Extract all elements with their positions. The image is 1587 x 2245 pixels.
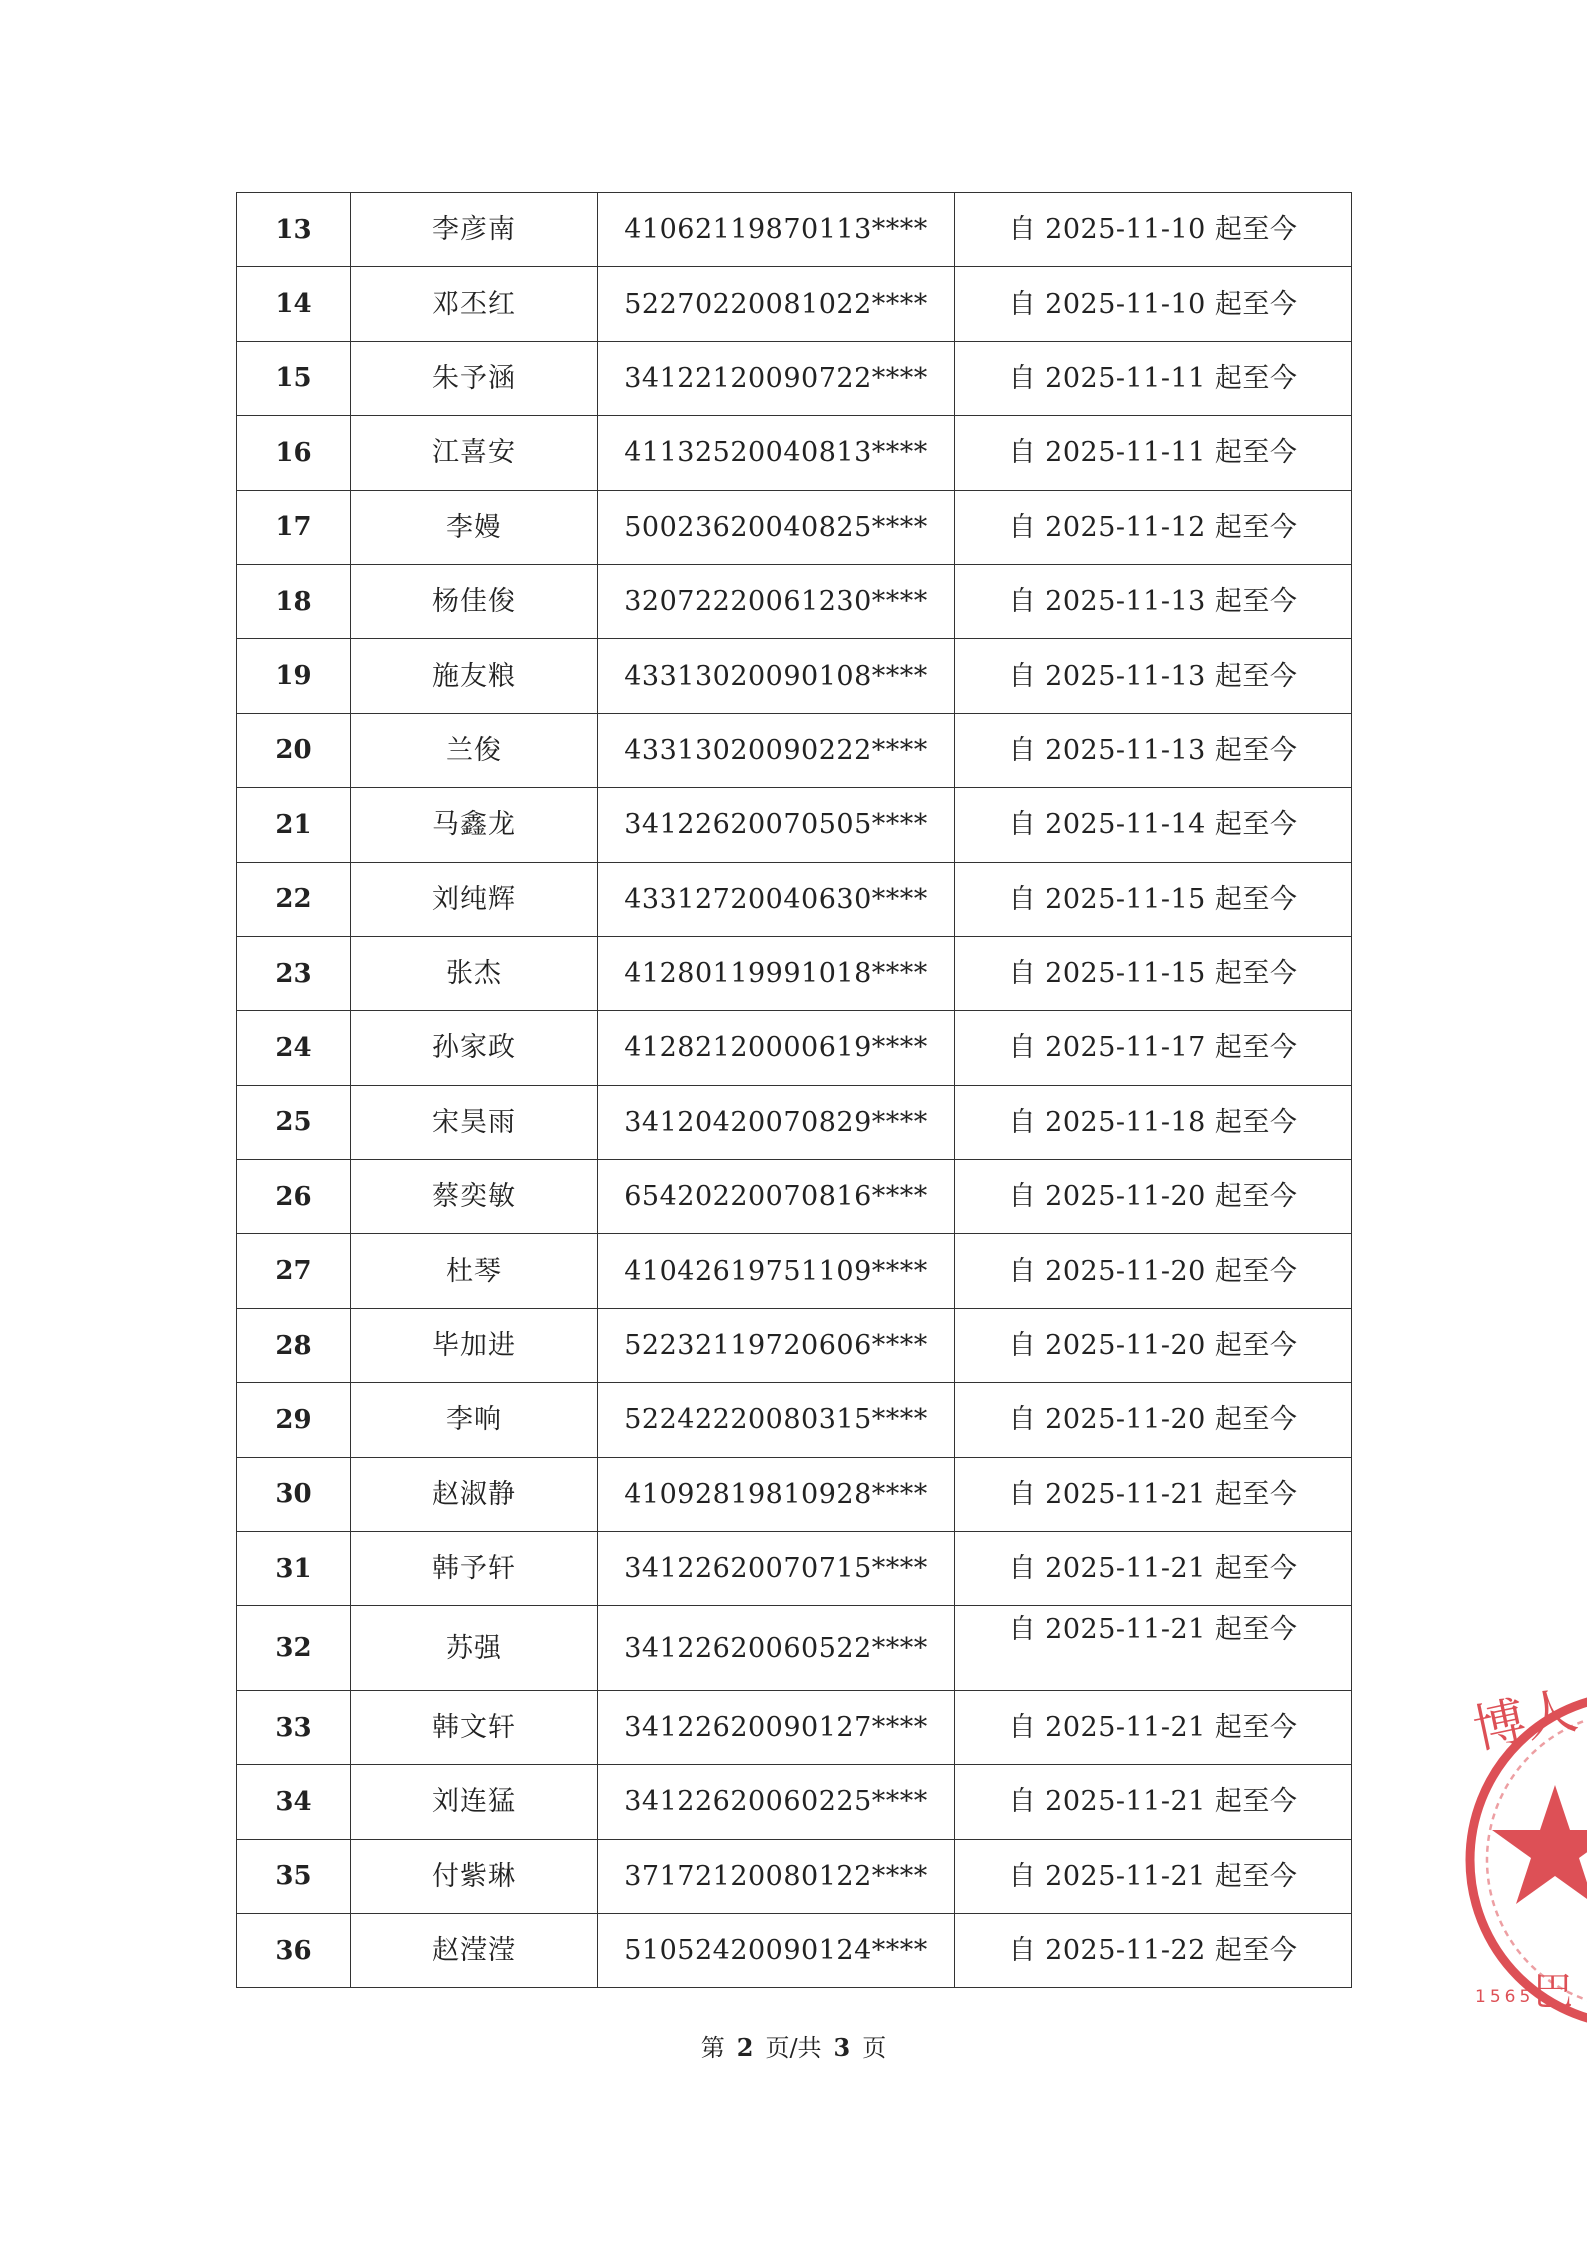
- row-period: 自 2025-11-11 起至今: [955, 341, 1352, 415]
- row-period: 自 2025-11-22 起至今: [955, 1913, 1352, 1987]
- table-row: [237, 1160, 1352, 1234]
- row-name: 赵淑静: [351, 1457, 598, 1531]
- footer-prefix: 第: [700, 2034, 725, 2062]
- row-id-number: 34120420070829****: [598, 1085, 955, 1159]
- row-period: 自 2025-11-14 起至今: [955, 788, 1352, 862]
- table-row: [237, 1839, 1352, 1913]
- row-id-number: 41280119991018****: [598, 936, 955, 1010]
- table-row: [237, 416, 1352, 490]
- row-period: 自 2025-11-11 起至今: [955, 416, 1352, 490]
- row-number: 15: [237, 341, 351, 415]
- row-name: 江喜安: [351, 416, 598, 490]
- footer-total-pages: 3: [833, 2033, 851, 2062]
- table-row: [237, 1011, 1352, 1085]
- row-number: 16: [237, 416, 351, 490]
- row-period: 自 2025-11-13 起至今: [955, 564, 1352, 638]
- row-id-number: 41282120000619****: [598, 1011, 955, 1085]
- row-period: 自 2025-11-21 起至今: [955, 1765, 1352, 1839]
- row-id-number: 34122620060522****: [598, 1606, 955, 1690]
- page-footer: [0, 2028, 1587, 2063]
- row-period: 自 2025-11-21 起至今: [955, 1532, 1352, 1606]
- row-name: 朱予涵: [351, 341, 598, 415]
- row-id-number: 34122620070715****: [598, 1532, 955, 1606]
- table-row: [237, 1234, 1352, 1308]
- row-name: 孙家政: [351, 1011, 598, 1085]
- table-row: [237, 1690, 1352, 1764]
- row-period: 自 2025-11-20 起至今: [955, 1160, 1352, 1234]
- table-row: [237, 1532, 1352, 1606]
- table-row: [237, 267, 1352, 341]
- table-row: [237, 490, 1352, 564]
- row-name: 施友粮: [351, 639, 598, 713]
- row-period: 自 2025-11-13 起至今: [955, 639, 1352, 713]
- row-id-number: 34122620060225****: [598, 1765, 955, 1839]
- table-row: [237, 1308, 1352, 1382]
- row-number: 23: [237, 936, 351, 1010]
- table-row: [237, 713, 1352, 787]
- row-number: 13: [237, 193, 351, 267]
- row-id-number: 51052420090124****: [598, 1913, 955, 1987]
- row-period: 自 2025-11-13 起至今: [955, 713, 1352, 787]
- row-id-number: 43313020090222****: [598, 713, 955, 787]
- row-period: 自 2025-11-20 起至今: [955, 1383, 1352, 1457]
- row-name: 张杰: [351, 936, 598, 1010]
- row-number: 36: [237, 1913, 351, 1987]
- table-row: [237, 564, 1352, 638]
- row-name: 马鑫龙: [351, 788, 598, 862]
- row-period: 自 2025-11-10 起至今: [955, 193, 1352, 267]
- seal-number: 1565: [1475, 1987, 1535, 2007]
- row-id-number: 41042619751109****: [598, 1234, 955, 1308]
- row-number: 22: [237, 862, 351, 936]
- row-id-number: 34122620070505****: [598, 788, 955, 862]
- row-period: 自 2025-11-15 起至今: [955, 936, 1352, 1010]
- row-id-number: 37172120080122****: [598, 1839, 955, 1913]
- row-number: 29: [237, 1383, 351, 1457]
- table-row: [237, 1913, 1352, 1987]
- row-name: 韩文轩: [351, 1690, 598, 1764]
- row-name: 刘纯辉: [351, 862, 598, 936]
- row-period: 自 2025-11-21 起至今: [955, 1606, 1352, 1690]
- row-name: 邓丕红: [351, 267, 598, 341]
- table-row: [237, 1765, 1352, 1839]
- table-row: [237, 193, 1352, 267]
- row-id-number: 65420220070816****: [598, 1160, 955, 1234]
- row-period: 自 2025-11-21 起至今: [955, 1690, 1352, 1764]
- row-number: 18: [237, 564, 351, 638]
- row-name: 宋昊雨: [351, 1085, 598, 1159]
- row-number: 21: [237, 788, 351, 862]
- row-name: 刘连猛: [351, 1765, 598, 1839]
- row-number: 33: [237, 1690, 351, 1764]
- row-id-number: 32072220061230****: [598, 564, 955, 638]
- row-id-number: 52242220080315****: [598, 1383, 955, 1457]
- row-name: 李嫚: [351, 490, 598, 564]
- row-number: 26: [237, 1160, 351, 1234]
- row-name: 李彦南: [351, 193, 598, 267]
- row-number: 25: [237, 1085, 351, 1159]
- table-row: [237, 1457, 1352, 1531]
- row-period: 自 2025-11-20 起至今: [955, 1308, 1352, 1382]
- row-name: 兰俊: [351, 713, 598, 787]
- official-seal-stamp: [1455, 1660, 1587, 2040]
- row-period: 自 2025-11-17 起至今: [955, 1011, 1352, 1085]
- row-number: 31: [237, 1532, 351, 1606]
- table-row: [237, 639, 1352, 713]
- table-row: [237, 1606, 1352, 1690]
- table-row: [237, 1383, 1352, 1457]
- row-id-number: 41132520040813****: [598, 416, 955, 490]
- row-id-number: 50023620040825****: [598, 490, 955, 564]
- row-name: 杜琴: [351, 1234, 598, 1308]
- personnel-table: [236, 192, 1352, 1988]
- row-number: 17: [237, 490, 351, 564]
- row-number: 32: [237, 1606, 351, 1690]
- row-id-number: 34122620090127****: [598, 1690, 955, 1764]
- row-number: 28: [237, 1308, 351, 1382]
- table-row: [237, 788, 1352, 862]
- table-row: [237, 936, 1352, 1010]
- table-row: [237, 1085, 1352, 1159]
- row-name: 韩予轩: [351, 1532, 598, 1606]
- row-number: 35: [237, 1839, 351, 1913]
- row-number: 30: [237, 1457, 351, 1531]
- footer-middle: 页/共: [765, 2034, 822, 2062]
- row-period: 自 2025-11-21 起至今: [955, 1839, 1352, 1913]
- row-id-number: 52270220081022****: [598, 267, 955, 341]
- row-period: 自 2025-11-12 起至今: [955, 490, 1352, 564]
- row-name: 蔡奕敏: [351, 1160, 598, 1234]
- row-period: 自 2025-11-21 起至今: [955, 1457, 1352, 1531]
- row-number: 24: [237, 1011, 351, 1085]
- seal-text-bottom: 巴: [1533, 1969, 1573, 2015]
- row-number: 27: [237, 1234, 351, 1308]
- row-number: 14: [237, 267, 351, 341]
- row-name: 杨佳俊: [351, 564, 598, 638]
- row-id-number: 43313020090108****: [598, 639, 955, 713]
- row-id-number: 34122120090722****: [598, 341, 955, 415]
- row-id-number: 41062119870113****: [598, 193, 955, 267]
- row-name: 毕加进: [351, 1308, 598, 1382]
- row-name: 赵滢滢: [351, 1913, 598, 1987]
- row-number: 19: [237, 639, 351, 713]
- footer-suffix: 页: [862, 2034, 887, 2062]
- row-id-number: 43312720040630****: [598, 862, 955, 936]
- row-number: 20: [237, 713, 351, 787]
- row-number: 34: [237, 1765, 351, 1839]
- table-row: [237, 862, 1352, 936]
- row-period: 自 2025-11-20 起至今: [955, 1234, 1352, 1308]
- seal-star-icon: [1492, 1785, 1587, 1904]
- row-period: 自 2025-11-10 起至今: [955, 267, 1352, 341]
- table-row: [237, 341, 1352, 415]
- table-body: [237, 193, 1352, 1988]
- footer-current-page: 2: [736, 2033, 754, 2062]
- row-name: 付紫琳: [351, 1839, 598, 1913]
- row-period: 自 2025-11-15 起至今: [955, 862, 1352, 936]
- row-id-number: 52232119720606****: [598, 1308, 955, 1382]
- row-name: 苏强: [351, 1606, 598, 1690]
- seal-text-arc: 博人: [1468, 1680, 1583, 1761]
- row-period: 自 2025-11-18 起至今: [955, 1085, 1352, 1159]
- row-name: 李响: [351, 1383, 598, 1457]
- row-id-number: 41092819810928****: [598, 1457, 955, 1531]
